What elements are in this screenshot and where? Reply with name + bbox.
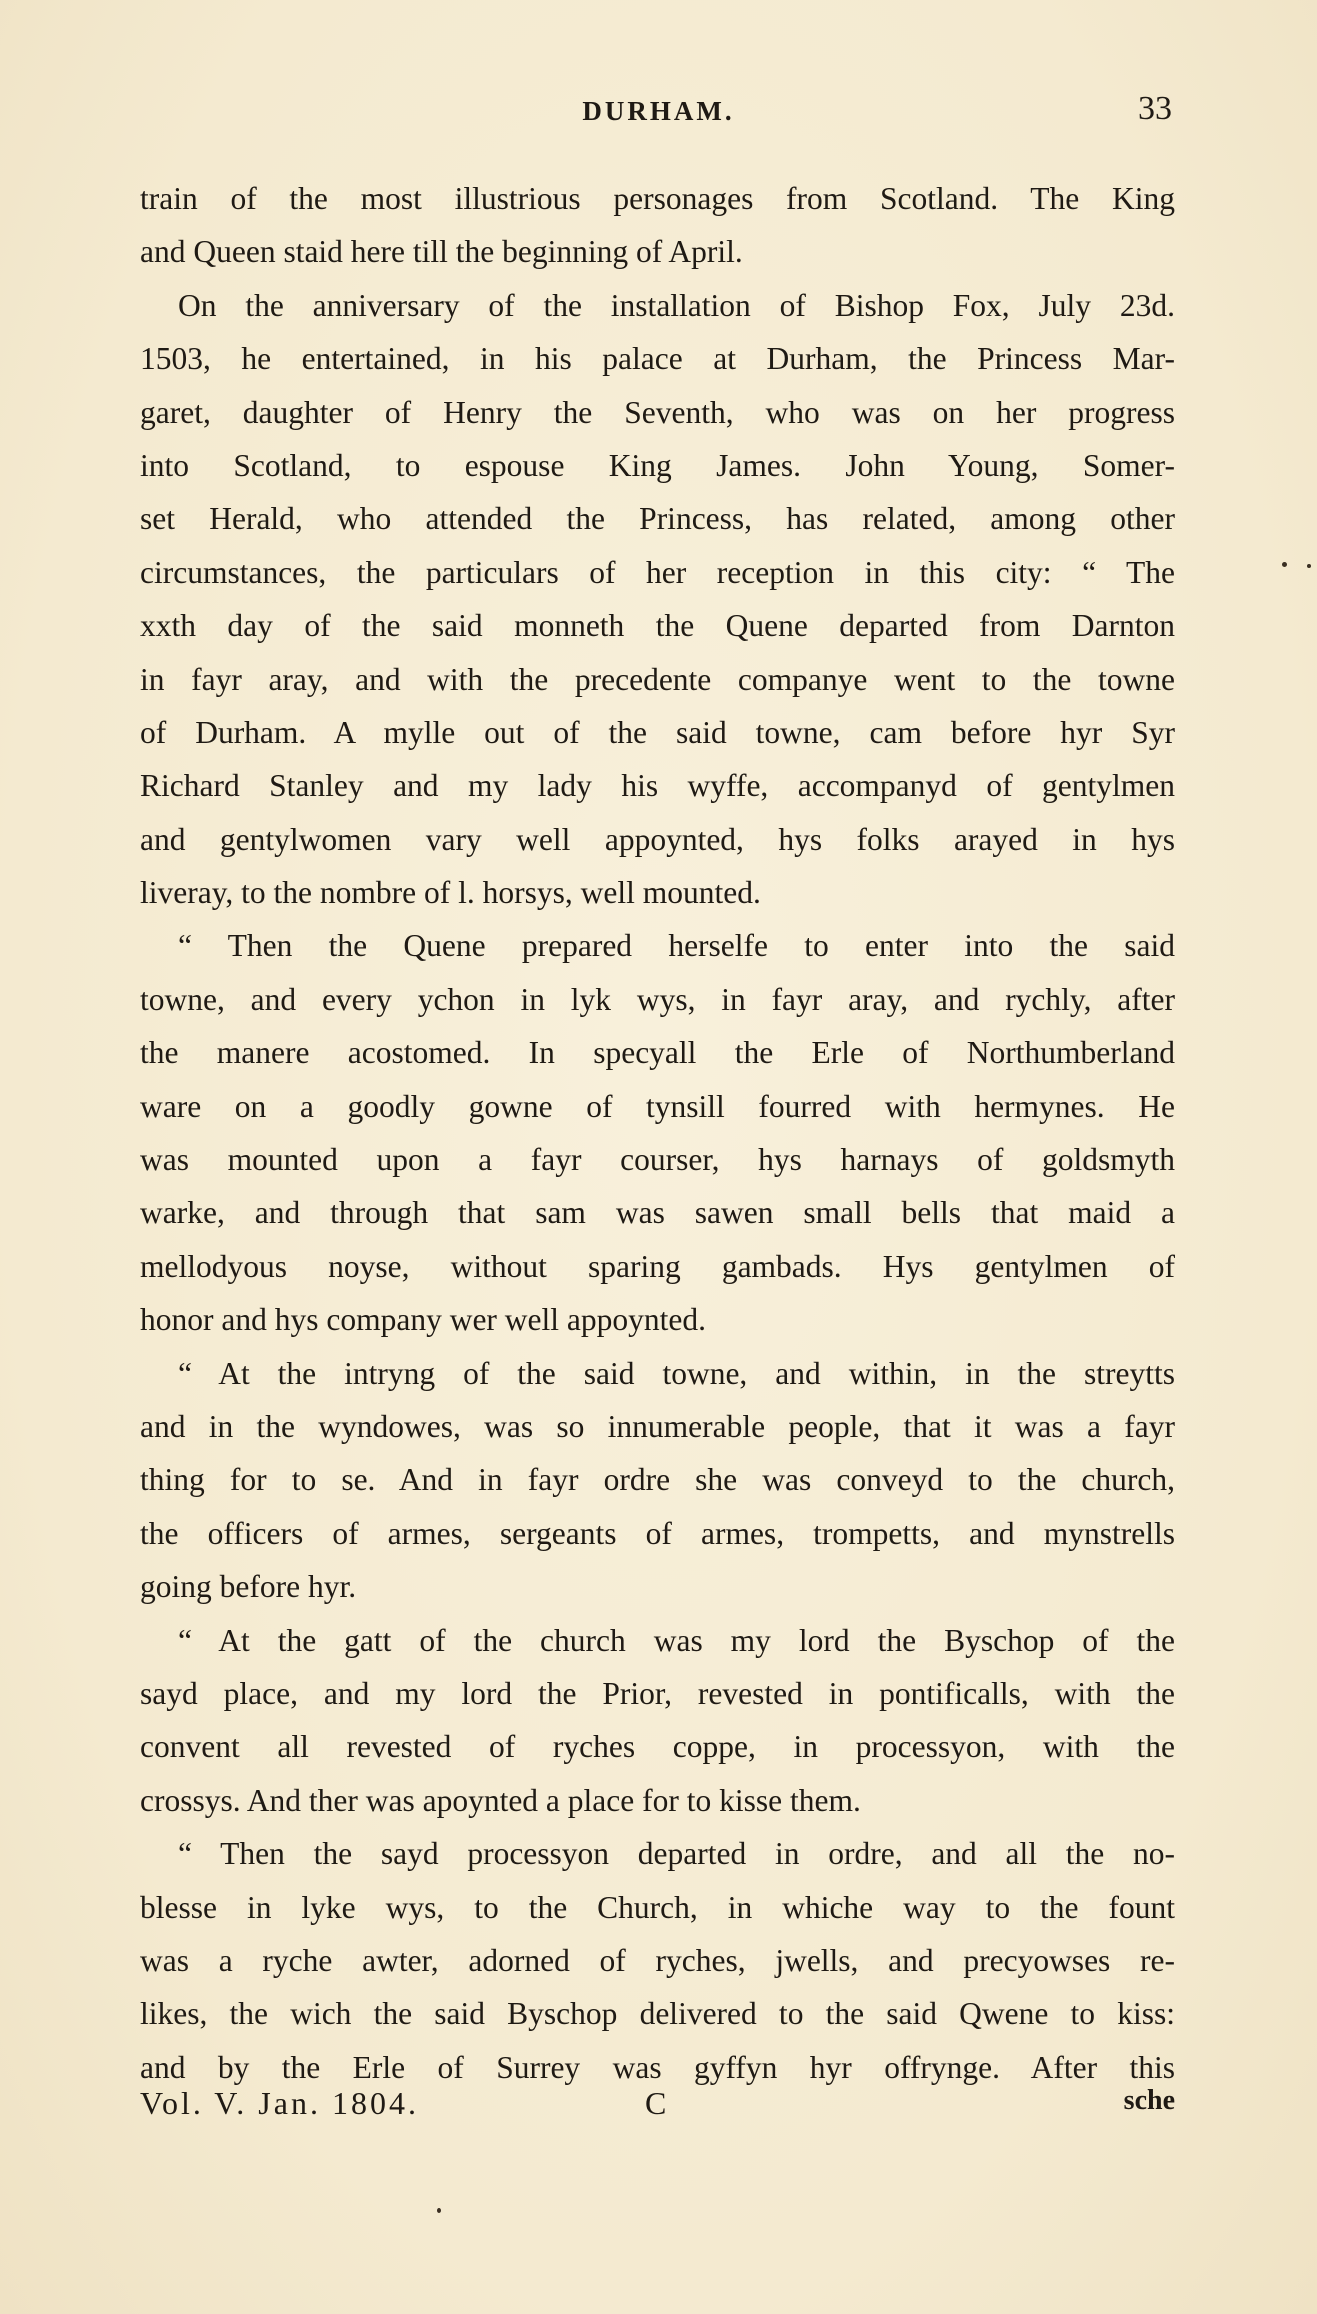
text-line: set Herald, who attended the Princess, has related, among other [140,501,1175,537]
catchword: sche [1123,2085,1175,2116]
page-number: 33 [1138,90,1172,127]
text-line: thing for to se. And in fayr ordre she was conveyd to the church, [140,1462,1175,1498]
text-line: Richard Stanley and my lady his wyffe, accompanyd of gentylmen [140,768,1175,804]
text-line: mellodyous noyse, without sparing gambads. Hys gentylmen of [140,1248,1175,1284]
text-line: xxth day of the said monneth the Quene departed from Darnton [140,608,1175,644]
text-line: and Queen staid here till the beginning of April. [140,234,743,270]
text-line: crossys. And ther was apoynted a place for to kisse them. [140,1782,861,1818]
running-title: DURHAM. [582,96,735,126]
text-line: “ Then the Quene prepared herselfe to enter into the said [178,928,1175,964]
text-line: ware on a goodly gowne of tynsill fourred with hermynes. He [140,1088,1175,1124]
text-line: of Durham. A mylle out of the said towne, cam before hyr Syr [140,714,1175,750]
text-line: “ At the intryng of the said towne, and within, in the streytts [178,1355,1175,1391]
text-line: going before hyr. [140,1569,357,1605]
text-line: convent all revested of ryches coppe, in processyon, with the [140,1729,1175,1765]
text-line: was mounted upon a fayr courser, hys harnays of goldsmyth [140,1142,1175,1178]
volume-date-line: Vol. V. Jan. 1804. [140,2085,419,2121]
text-line: train of the most illustrious personages from Scotland. The King [140,181,1175,216]
text-line: sayd place, and my lord the Prior, revested in pontificalls, with the [140,1675,1175,1711]
text-line: likes, the wich the said Byschop delivered to the said Qwene to kiss: [140,1996,1175,2032]
text-line: in fayr aray, and with the precedente companye went to the towne [140,661,1175,697]
text-line: warke, and through that sam was sawen small bells that maid a [140,1195,1175,1231]
text-line: 1503, he entertained, in his palace at Durham, the Princess Mar- [140,341,1175,377]
text-line: and gentylwomen vary well appoynted, hys folks arayed in hys [140,821,1175,857]
text-line: into Scotland, to espouse King James. John Young, Somer- [140,447,1175,483]
text-line: “ Then the sayd processyon departed in ordre, and all the no- [178,1836,1175,1872]
text-line: the manere acostomed. In specyall the Erle of Northumberland [140,1035,1175,1071]
text-line: On the anniversary of the installation of Bishop Fox, July 23d. [178,287,1175,323]
ink-speck [1282,562,1287,567]
text-line: towne, and every ychon in lyk wys, in fayr aray, and rychly, after [140,981,1175,1017]
text-line: “ At the gatt of the church was my lord the Byschop of the [178,1622,1175,1658]
text-line: the officers of armes, sergeants of armes, trompetts, and mynstrells [140,1515,1175,1551]
text-line: blesse in lyke wys, to the Church, in whiche way to the fount [140,1889,1175,1925]
text-line: liveray, to the nombre of l. horsys, well mounted. [140,875,761,911]
text-line: and in the wyndowes, was so innumerable people, that it was a fayr [140,1408,1175,1444]
text-line: circumstances, the particulars of her reception in this city: “ The [140,554,1175,590]
text-line: was a ryche awter, adorned of ryches, jwells, and precyowses re- [140,1942,1175,1978]
ink-speck [1307,564,1311,568]
text-line: honor and hys company wer well appoynted. [140,1302,706,1338]
text-line: garet, daughter of Henry the Seventh, who was on her progress [140,394,1175,430]
signature-mark: C [645,2085,667,2121]
ink-speck [437,2208,441,2213]
body-text [140,172,1175,2094]
page-footer [140,2085,1175,2130]
text-line: and by the Erle of Surrey was gyffyn hyr offrynge. After this [140,2049,1175,2085]
running-head [0,90,1317,136]
